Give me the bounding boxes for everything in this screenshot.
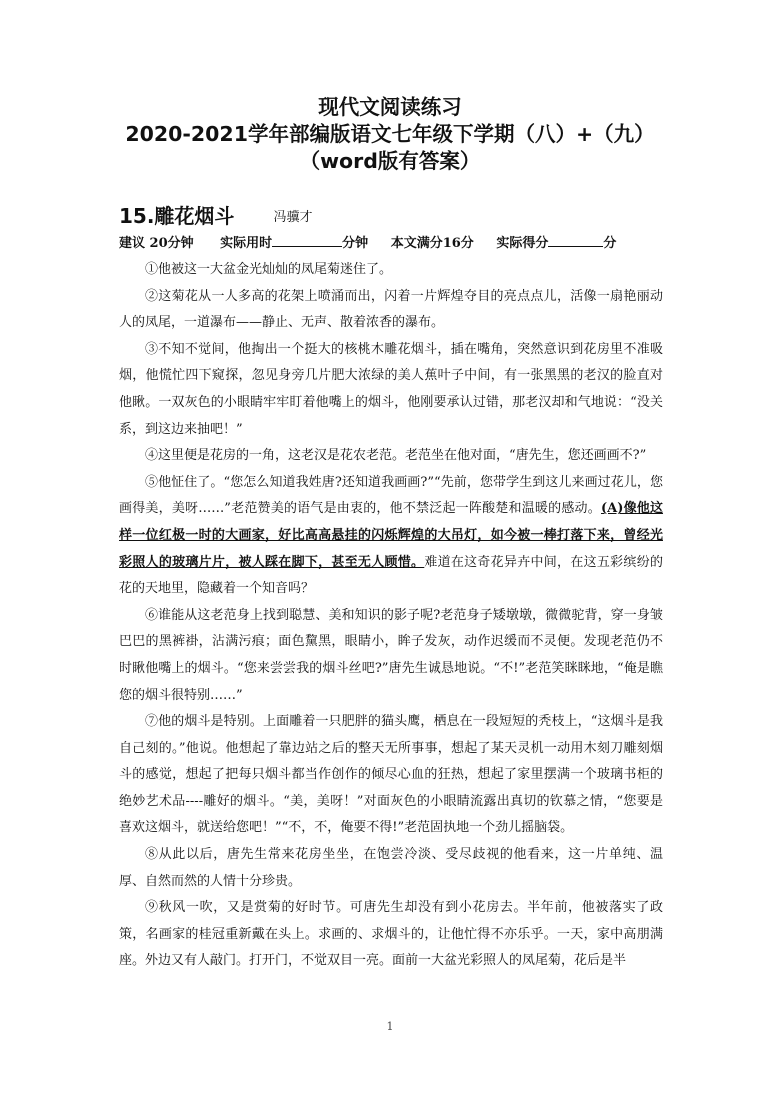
paragraph-2: ②这菊花从一人多高的花架上喷涌而出，闪着一片辉煌夺目的亮点点儿，活像一扇艳丽动人的凤尾，一道瀑布——静止、无声、散着浓香的瀑布。 <box>119 288 663 331</box>
paragraph-6: ⑥谁能从这老范身上找到聪慧、美和知识的影子呢?老范身子矮墩墩，微微驼背，穿一身皱巴巴的黑裤褂，沾满污痕；面色黧黑，眼睛小，眸子发灰，动作迟缓而不灵便。发现老范仍不时瞅他嘴上的烟斗。“您来尝尝我的烟斗丝吧?”唐先生诚恳地说。“不!”老范笑眯眯地，“俺是瞧您的烟斗很特别……” <box>119 607 663 703</box>
doc-title-line-1: 现代文阅读练习 <box>318 95 462 119</box>
page-number: 1 <box>386 1020 394 1033</box>
suggested-time: 建议 20分钟 <box>119 236 194 251</box>
actual-score-unit: 分 <box>603 236 617 251</box>
paragraph-5-part-a: ⑤他怔住了。“您怎么知道我姓唐?还知道我画画?”“先前，您带学生到这儿来画过花儿，您画得美，美呀……”老范赞美的语气是由衷的，他不禁泛起一阵酸楚和温暖的感动。 <box>119 474 663 517</box>
doc-title-line-2: 2020-2021学年部编版语文七年级下学期（八）+（九） <box>125 122 655 146</box>
section-title: 15.雕花烟斗 <box>119 204 235 228</box>
article-body <box>119 257 663 975</box>
paragraph-7: ⑦他的烟斗是特别。上面雕着一只肥胖的猫头鹰，栖息在一段短短的秃枝上，“这烟斗是我自己刻的。”他说。他想起了靠边站之后的整天无所事事，想起了某天灵机一动用木刻刀雕刻烟斗的感觉，想起了把每只烟斗都当作创作的倾尽心血的狂热，想起了家里摆满一个玻璃书柜的绝妙艺术品----雕好的烟斗。“美，美呀！”对面灰色的小眼睛流露出真切的钦慕之情，“您要是喜欢这烟斗，就送给您吧！”“不，不，俺要不得!”老范固执地一个劲儿摇脑袋。 <box>119 714 663 836</box>
section-header <box>119 200 679 230</box>
actual-time-label: 实际用时 <box>220 236 273 251</box>
section-author: 冯骥才 <box>273 210 313 225</box>
reading-meta-line <box>119 233 679 253</box>
full-score: 本文满分16分 <box>390 236 474 251</box>
paragraph-8: ⑧从此以后，唐先生常来花房坐坐，在饱尝冷淡、受尽歧视的他看来，这一片单纯、温厚、自然而然的人情十分珍贵。 <box>119 847 663 889</box>
actual-score-blank[interactable] <box>548 233 603 247</box>
actual-score-label: 实际得分 <box>496 236 549 251</box>
paragraph-5-part-c: 难道在这奇花异卉中间，在这五彩缤纷的花的天地里，隐藏着一个知音吗？ <box>119 554 663 597</box>
doc-title-line-3: （word版有答案） <box>299 149 481 173</box>
paragraph-1: ①他被这一大盆金光灿灿的凤尾菊迷住了。 <box>145 262 393 277</box>
paragraph-9: ⑨秋风一吹，又是赏菊的好时节。可唐先生却没有到小花房去。半年前，他被落实了政策，名画家的桂冠重新戴在头上。求画的、求烟斗的，让他忙得不亦乐乎。一天，家中高朋满座。外边又有人敲门。打开门，不觉双目一亮。面前一大盆光彩照人的凤尾菊，花后是半 <box>119 900 663 969</box>
actual-time-unit: 分钟 <box>342 236 369 251</box>
paragraph-5 <box>119 470 663 603</box>
paragraph-3: ③不知不觉间，他掏出一个挺大的核桃木雕花烟斗，插在嘴角，突然意识到花房里不准吸烟，他慌忙四下窥探，忽见身旁几片肥大浓绿的美人蕉叶子中间，有一张黑黑的老汉的脸直对他瞅。一双灰色的小眼睛牢牢盯着他嘴上的烟斗，他刚要承认过错，那老汉却和气地说：“没关系，到这边来抽吧！” <box>119 341 663 437</box>
actual-time-blank[interactable] <box>272 233 342 247</box>
underlined-sentence-a: (A)像他这样一位红极一时的大画家，好比高高悬挂的闪烁辉煌的大吊灯，如今被一棒打落下来，曾经光彩照人的玻璃片片，被人踩在脚下，甚至无人顾惜。 <box>119 501 664 570</box>
paragraph-4: ④这里便是花房的一角，这老汉是花农老范。老范坐在他对面，“唐先生，您还画画不?” <box>145 448 647 464</box>
